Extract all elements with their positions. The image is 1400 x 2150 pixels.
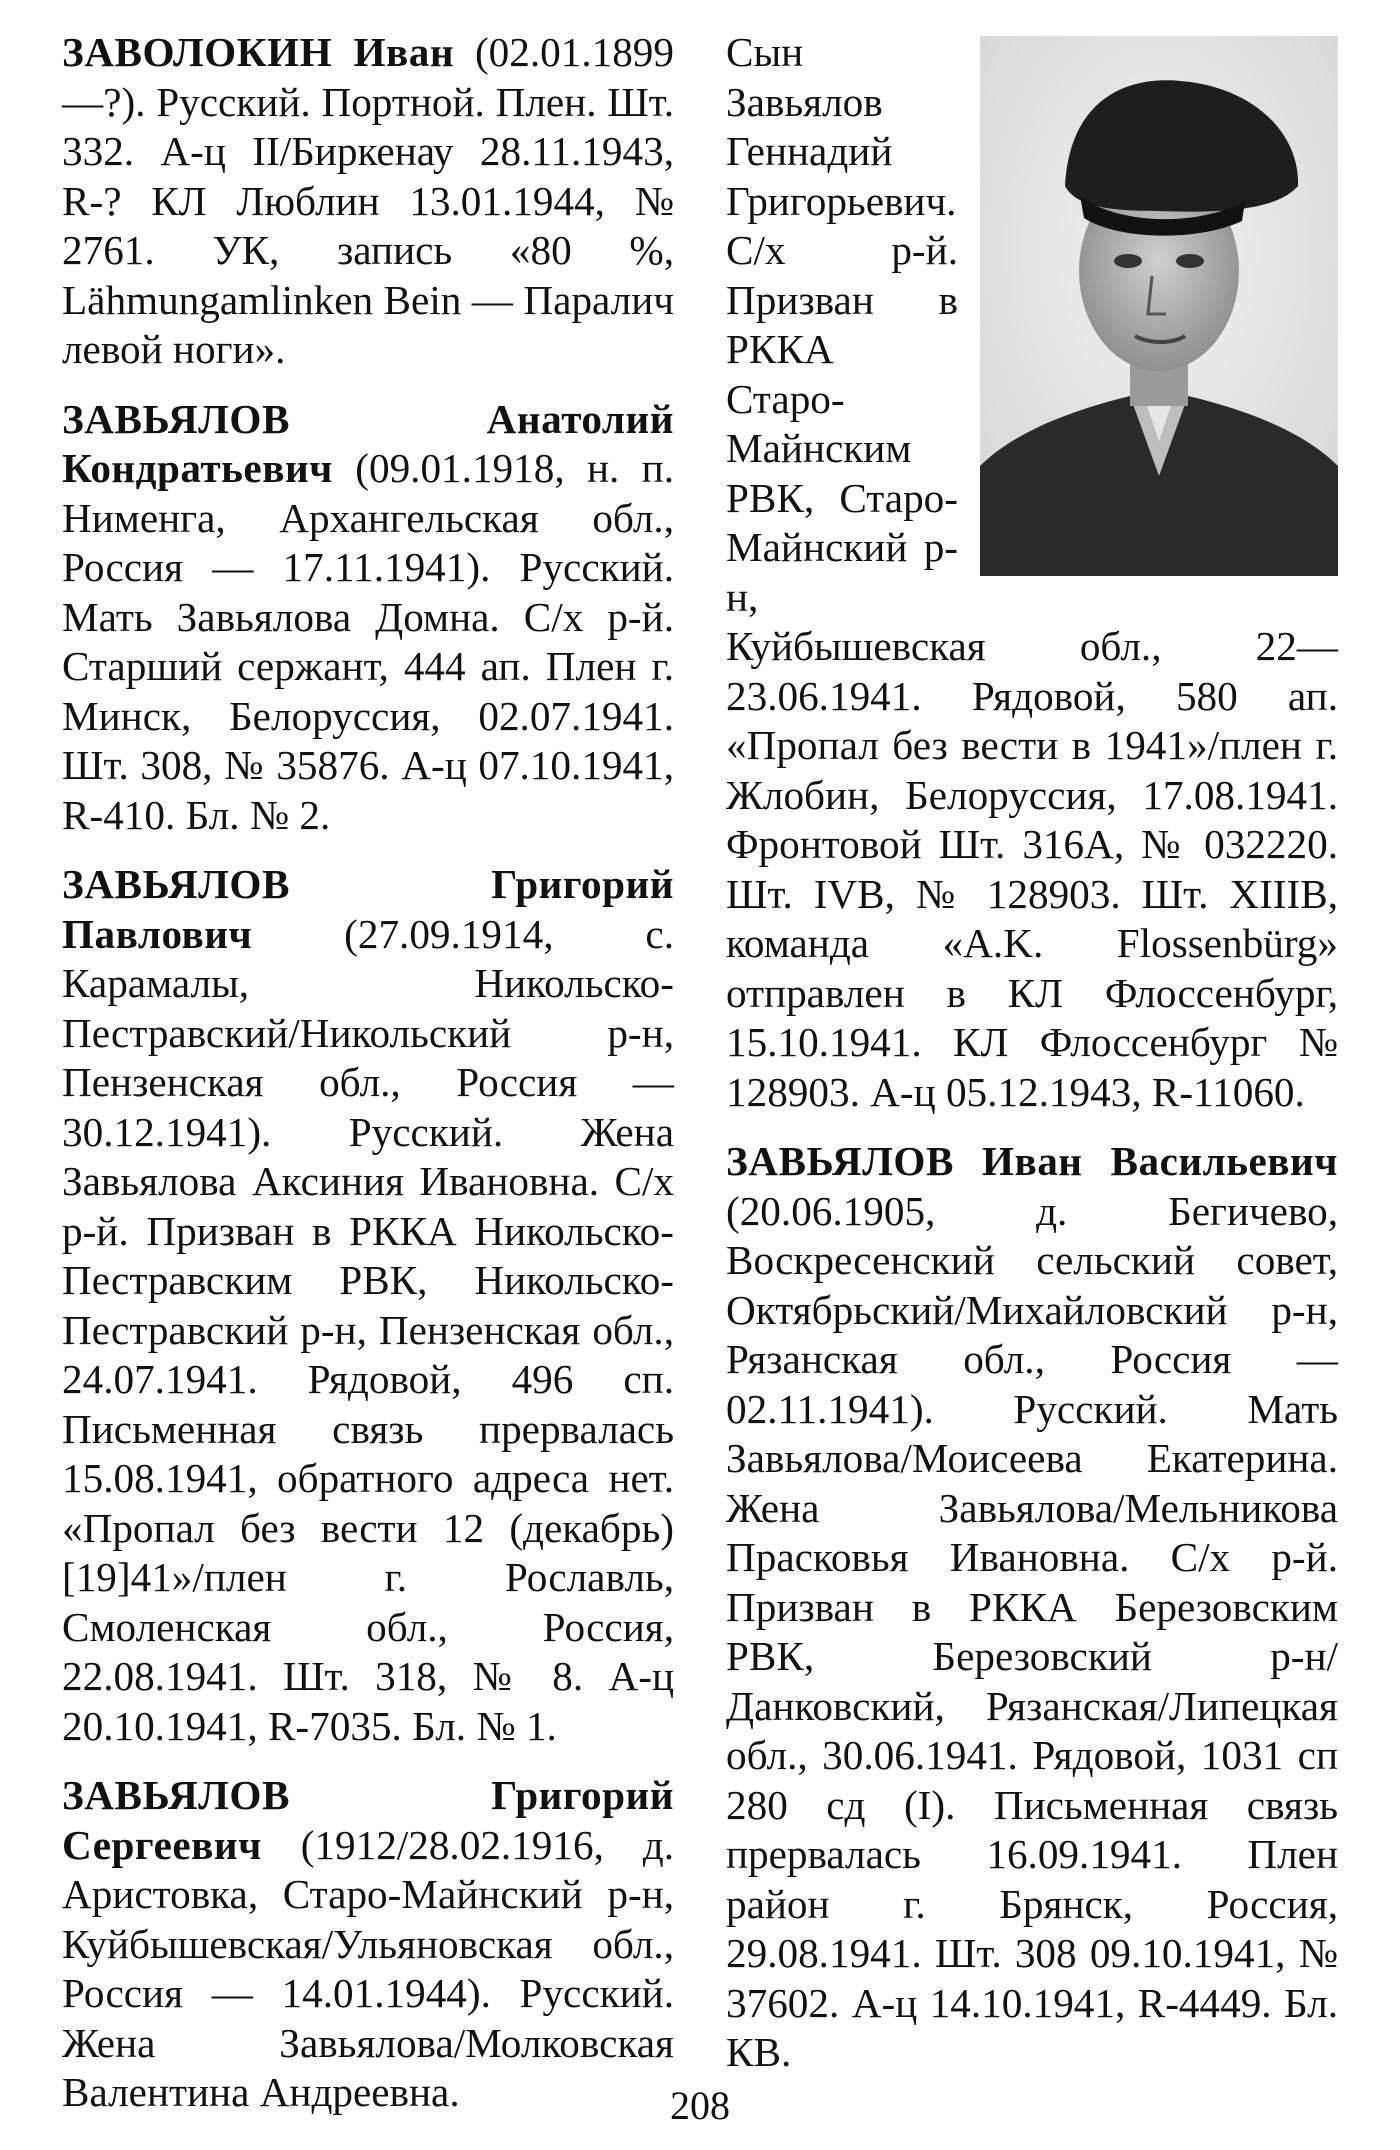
entry-details: Сын Завьялов Геннадий Григорьевич. С/х р-й. Призван в РККА Старо-Майнским РВК, Старо-Майнский р-н, Куйбышевская обл., 22—23.06.1941. Рядовой, 580 ап. «Пропал без вести в 1941»/плен г. Жлобин, Белоруссия, 17.08.1941. Фронтовой Шт. 316А, № 032220. Шт. IVB, № 128903. Шт. XIIIB, команда «A.K. Flossenbürg» отправлен в КЛ Флоссенбург, 15.10.1941. КЛ Флоссенбург № 128903. А-ц 05.12.1943, R-11060. bbox=[726, 29, 1338, 1115]
entry-details: (09.01.1918, н. п. Нименга, Архангельская обл., Россия — 17.11.1941). Русский. Мать Завьялова Домна. С/х р-й. Старший сержант, 444 ап. Плен г. Минск, Белоруссия, 02.07.1941. Шт. 308, № 35876. А-ц 07.10.1941, R-410. Бл. № 2. bbox=[62, 445, 674, 838]
entry-name: ЗАВЬЯЛОВ Григорий Сергеевич bbox=[62, 1772, 674, 1868]
left-column bbox=[62, 28, 674, 2138]
entry-details: (27.09.1914, с. Карамалы, Никольско-Пестравский/Никольский р-н, Пензенская обл., Россия — 30.12.1941). Русский. Жена Завьялова Аксиния Ивановна. С/х р-й. Призван в РККА Никольско-Пестравским РВК, Никольско-Пестравский р-н, Пензенская обл., 24.07.1941. Рядовой, 496 сп. Письменная связь прервалась 15.08.1941, обратного адреса нет. «Пропал без вести 12 (декабрь) [19]41»/плен г. Рославль, Смоленская обл., Россия, 22.08.1941. Шт. 318, № 8. А-ц 20.10.1941, R-7035. Бл. № 1. bbox=[62, 910, 674, 1749]
entry-text bbox=[62, 860, 674, 1751]
right-column bbox=[726, 28, 1338, 2098]
entry-details: (1912/28.02.1916, д. Аристовка, Старо-Майнский р-н, Куйбышевская/Ульяновская обл., Россия — 14.01.1944). Русский. Жена Завьялова/Молковская Валентина Андреевна. bbox=[62, 1821, 674, 2115]
page-number: 208 bbox=[670, 2083, 730, 2128]
entry-zavyalov-grigory-pavlovich bbox=[62, 860, 674, 1751]
entry-text bbox=[62, 1771, 674, 2118]
portrait-photo bbox=[980, 36, 1338, 576]
entry-text bbox=[726, 1137, 1338, 2078]
entry-name: ЗАВЬЯЛОВ Анатолий Кондратьевич bbox=[62, 395, 674, 491]
entry-zavolokin-ivan bbox=[62, 28, 674, 375]
entry-details: (20.06.1905, д. Бегичево, Воскресенский сельский совет, Октябрьский/Михайловский р-н, Рязанская обл., Россия — 02.11.1941). Русский. Мать Завьялова/Моисеева Екатерина. Жена Завьялова/Мельникова Прасковья Ивановна. С/х р-й. Призван в РККА Березовским РВК, Березовский р-н/Данковский, Рязанская/Липецкая обл., 30.06.1941. Рядовой, 1031 сп 280 сд (I). Письменная связь прервалась 16.09.1941. Плен район г. Брянск, Россия, 29.08.1941. Шт. 308 09.10.1941, № 37602. А-ц 14.10.1941, R-4449. Бл. КВ. bbox=[726, 1187, 1338, 2075]
entry-name: ЗАВОЛОКИН Иван bbox=[62, 29, 455, 75]
portrait-image bbox=[980, 36, 1338, 576]
entry-name: ЗАВЬЯЛОВ Григорий Павлович bbox=[62, 861, 674, 957]
entry-zavyalov-ivan-vasilyevich bbox=[726, 1137, 1338, 2078]
entry-details: (02.01.1899—?). Русский. Портной. Плен. Шт. 332. А-ц II/Биркенау 28.11.1943, R-? КЛ Люблин 13.01.1944, № 2761. УК, запись «80 %, Lähmungamlinken Bein — Паралич левой ноги». bbox=[62, 29, 674, 372]
entry-zavyalov-anatoly bbox=[62, 395, 674, 841]
entry-name: ЗАВЬЯЛОВ Иван Васильевич bbox=[726, 1138, 1338, 1184]
entry-zavyalov-grigory-sergeevich bbox=[62, 1771, 674, 2118]
entry-text bbox=[62, 395, 674, 841]
entry-text bbox=[62, 28, 674, 375]
